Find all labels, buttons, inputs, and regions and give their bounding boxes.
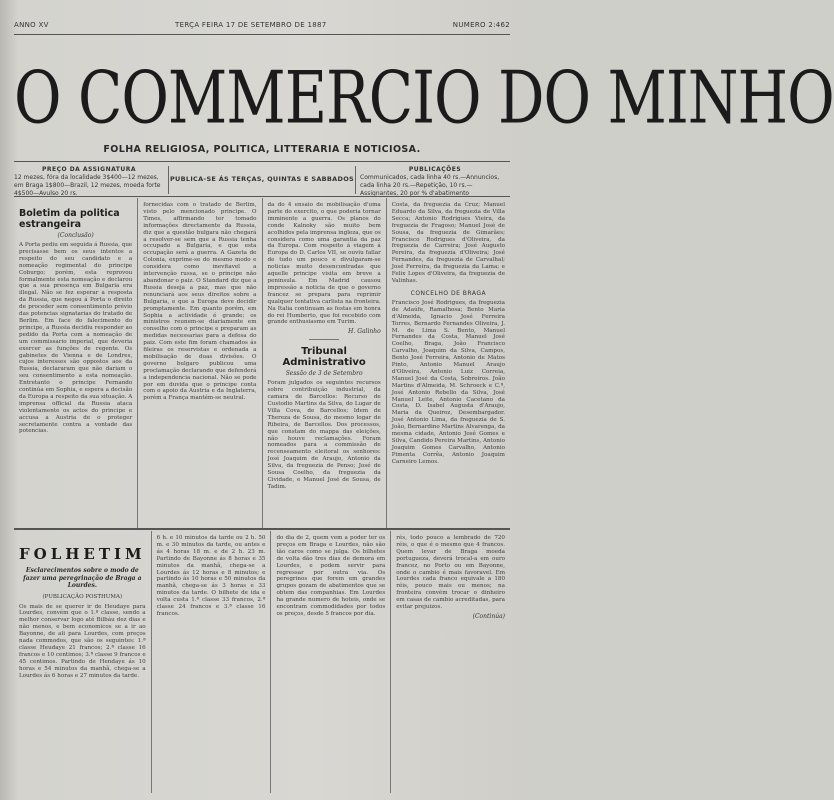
column-3-signature: H. Galinho (348, 328, 381, 336)
column-3 (262, 198, 386, 528)
folhetim-column-3 (270, 531, 390, 793)
folhetim-rule (14, 528, 510, 530)
date-label: TERÇA FEIRA 17 DE SETEMBRO DE 1887 (175, 21, 327, 29)
masthead-subtitle: FOLHA RELIGIOSA, POLITICA, LITTERARIA E NOTICIOSA. (103, 144, 421, 155)
upper-columns (14, 198, 510, 528)
folhetim-text-2: 6 h. e 10 minutos da tarde ou 2 h. 50 m. e 30 minutos da tarde, ou antes e ás 4 horas 18 m. e de 2 h. 23 m. Partindo de Bayonne ás 8 horas e 35 minutos da manhã, chega-se a Lourdes ás 12 horas e 8 minutos; e partindo ás 10 horas e 50 minutos da manhã, chega-se ás 3 horas e 33 minutos da tarde. O bilhete de ida e volta custa 1.ª classe 33 francos, 2.ª classe 24 francos e 3.ª classe 16 francos. (156, 535, 266, 617)
folhetim-text-4: rés, todo pouco a lembrado de 720 réis, o que é o mesmo que 4 francos. Quem levar de Braga moeda portugueza, deverá trocal-a em ouro francez, no Porto ou em Bayonne, onde o cambio é mais favoravel. Em Lourdes cada franco equivale a 180 réis, pouco mais ou menos; na fronteira convém trocar o dinheiro em casas de cambio acreditadas, para evitar prejuizos. (396, 535, 505, 611)
masthead-title: O COMMERCIO DO MINHO (14, 55, 834, 140)
column-3-text: da do 4 ensaio de mobilisação d'uma parte do exercito, o que poderia tornar imminente a guerra. Os planos do conde Kalnoky são muito bem acolhidos pela imprensa ingleza, que os considera como uma garantia da paz da Europa. Com respeito á viagem á Europa do D. Carlos VII, se ouviu fallar de tudo um pouco e divulgaram-se noticias muito desencontradas que aquelle principe visita em breve a peninsula. Em Madrid causou impressão a noticia de que o governo francez se prepara para reprimir qualquer tentativa carlista na fronteira. Na Italia continuam as festas em honra do rei Humberto, que foi recebido com grande enthusiasmo em Turim. (267, 202, 381, 326)
subscription-box (14, 166, 169, 197)
issue-number: NUMERO 2:462 (452, 21, 510, 29)
politics-subhead: (Conclusão) (57, 232, 94, 239)
lower-columns (14, 531, 510, 793)
subtitle-rule (14, 161, 510, 162)
column-2-text: fornecidas com o tratado de Berlim, visto pelo mencionado principe. O Times, affirmando ter tomado informações directamente da Russia, diz que a questão bulgara não chegará a resolver-se sem que a Russia tenha occupado a Bulgaria, e que esta occupação será a guerra. A Gazeta de Colonia, exprime-se do mesmo modo e considera como inevitavel a intervenção russa, se o principe não abandonar o paiz. O Standard diz que a Russia deseja a paz, mas que não renunciará aos seus direitos sobre a Bulgaria, e que a Europa deve decidir promptamente. Em quanto porém, em Sophia a actividade é grande; os ministros reunem-se diariamente em conselho com o principe e preparam as medidas necessarias para a defesa do paiz. Com este fim foram chamados ás fileiras os reservistas e ordenada a mobilisação de duas divisões. O governo bulgaro publicou uma proclamação declarando que defenderá a independencia nacional. Não se pode por em duvida que o principe conta com o apoio da Austria e da Inglaterra, porém a França mantém-se neutral. (143, 202, 257, 402)
folhetim-column-1 (14, 531, 151, 793)
separator (309, 339, 339, 340)
schedule-text: PUBLICA-SE ÁS TERÇAS, QUINTAS E SABBADOS (169, 175, 355, 183)
publications-text: Communicados, cada linha 40 rs.—Annuncios, cada linha 20 rs.—Repetição, 10 rs.—Assignantes, 20 por % d'abatimento (360, 174, 500, 197)
info-bar (14, 166, 510, 197)
folhetim-column-2 (151, 531, 271, 793)
tribunal-text: Foram julgados os seguintes recursos sobre contribuição industrial, da camara de Barcellos: Recurso de Custodio Martins da Silva, do Lugar de Villa Cova, de Barcellos; Idem de Thereza de Sousa, do mesmo logar de Ribeira, de Barcellos. Dos processos, que constam do mappa das eleições, não houve reclamações. Foram nomeados para a commissão de recenseamento eleitoral os senhores: José Joaquim de Araujo, Antonio da Silva, da freguezia de Penso; José de Sousa Coelho, da freguezia da Cividade, e Manuel José de Sousa, de Tadim. (267, 380, 381, 490)
politics-headline: Boletim da politica estrangeira (19, 208, 120, 230)
column-2 (137, 198, 261, 528)
tribunal-headline: Tribunal Administrativo (282, 346, 366, 369)
continua-label: (Continúa) (472, 612, 505, 620)
subscription-text: 12 mezes, fóra da localidade 3$400—12 mezes, em Braga 1$800—Brazil, 12 mezes, moeda forte 4$500—Avulso 20 rs. (14, 174, 161, 197)
folhetim-title: FOLHETIM (19, 545, 146, 563)
folhetim-subtitle: Esclarecimentos sobre o modo de fazer uma peregrinação de Braga a Lourdes. (23, 567, 142, 589)
publications-title: PUBLICAÇÕES (408, 166, 462, 173)
folhetim-text-1: Os mais de se querer ir de Heudaye para Lourdes, convém que o 1.º classe, sendo a melhor conservar logo até Bilbáu dez dias e não menos, e bem economicos se a ir ao Bayonne, de ali para Lourdes, com preços nada commodos, que são os seguintes: 1.ª classe Heudaye 21 francos; 2.ª classe 16 francos e 10 centimos; 3.ª classe 9 francos e 45 centimos. Partindo de Hendaye ás 10 horas e 54 minutos da manhã, chega-se a Lourdes ás 6 horas e 27 minutos da tarde. (19, 603, 146, 679)
politics-text: A Porta pediu em seguida á Russia, que precisasse bem os seus intentos a respeito do seu candidato e a nomeação regimental do principe Coburgo; porém, esta reprovou formalmente esta nomeação e declarou que a sua presença em Bulgaria era illegal. Não se fez esperar a resposta da Russia, que negou á Porta o direito de proceder sem consentimento prévio das potencias signatarias do tratado de Berlim. Em face do falecimento do principe, a Russia decidiu responder ao pedido da Porta com a nomeação de um commissario imperial, que deveria exercer as funções de regente. Os gabinetes de Vienna e de Londres, cujos interesses são oppostos aos da Russia, declararam que não dariam o seu consentimento a esta nomeação. Entretanto o principe Fernando continúa em Sophia, e espera a decisão da Europa a respeito da sua situação. A imprensa official da Russia ataca violentamente os actos do principe e accusa a Austria de o proteger secretamente contra a vontade das potencias. (19, 242, 133, 435)
braga-headline: CONCELHO DE BRAGA (410, 289, 487, 297)
braga-text: Francisco José Rodrigues, da freguezia de Adaúfe, Ramalhosa; Bento Maria d'Almeida, Ignacio José Ferreira Torres, Bernardo Fernandes Oliveira, J. M. de Lima S. Bento, Manuel Fernandes da Costa, Manuel José Coelho, Braga, João Francisco Carvalho, Joaquim da Silva, Campos, Bento José Ferreira, Antonio de Matos Pinto, Antonio Manuel Araujo d'Oliveira, Antonio Luiz Correia, Manuel José da Costa, Sobreiros. João Martins d'Almeida, M. Schroeck e C.ª, José Antonio Rebello da Silva, José Manuel Leite, Antonio Cacetano da Costa, D. Isabel Augusta d'Araujo, Maria da Queiroz, Desembargador. José Antonio Lima, da freguezia de S. João, Bernardino Martins Alvarenga, da mesma cidade, Antonio José Gomes e Silva, Candido Pereira Martins, Antonio Joaquim Gomes Carvalho, Antonio Pimenta Corrêa, Antonio Joaquim Carneiro Lemos. (391, 299, 505, 465)
publications-box (355, 166, 510, 197)
folhetim-column-4 (390, 531, 510, 793)
column-1 (14, 198, 137, 528)
tribunal-subhead: Sessão de 3 de Setembro (285, 370, 363, 378)
year-label: ANNO XV (14, 21, 49, 29)
folhetim-text-3: do dia de 2, quem vem a poder ter os preços em Braga e Lourdes, não são tão caros como se julga. Os bilhetes de volta dão tres dias de demora em Lourdes, e podem servir para regressar por outra via. Os peregrinos que forem em grandes grupos gozam de abatimentos que se obtem das companhias. Em Lourdes ha grande numero de hoteis, onde se encontram commodidades por todos os preços, desde 5 francos por dia. (276, 535, 386, 617)
infobar-rule (14, 196, 510, 197)
folhetim-note: (PUBLICAÇÃO POSTHUMA) (42, 593, 123, 600)
column-4 (386, 198, 510, 528)
subscription-title: PREÇO DA ASSIGNATURA (41, 166, 137, 173)
header-line (14, 18, 510, 32)
column-4-text: Costa, da freguezia da Cruz; Manuel Eduardo da Silva, da freguezia de Villa Secca; Antonio Rodrigues Vieira, da freguezia de Fragoso; Manuel José de Sousa, da freguezia de Gimarães; Francisco Rodrigues d'Oliveira, da freguezia de Carreira; José Augusto Pereira, da freguezia d'Oliveira; José Fernandes, da freguezia de Carvalhal; José Ferreira, da freguezia da Lama; e Felix Lopes d'Oliveira, da freguezia de Valinhas. (391, 202, 505, 284)
header-rule (14, 34, 510, 35)
